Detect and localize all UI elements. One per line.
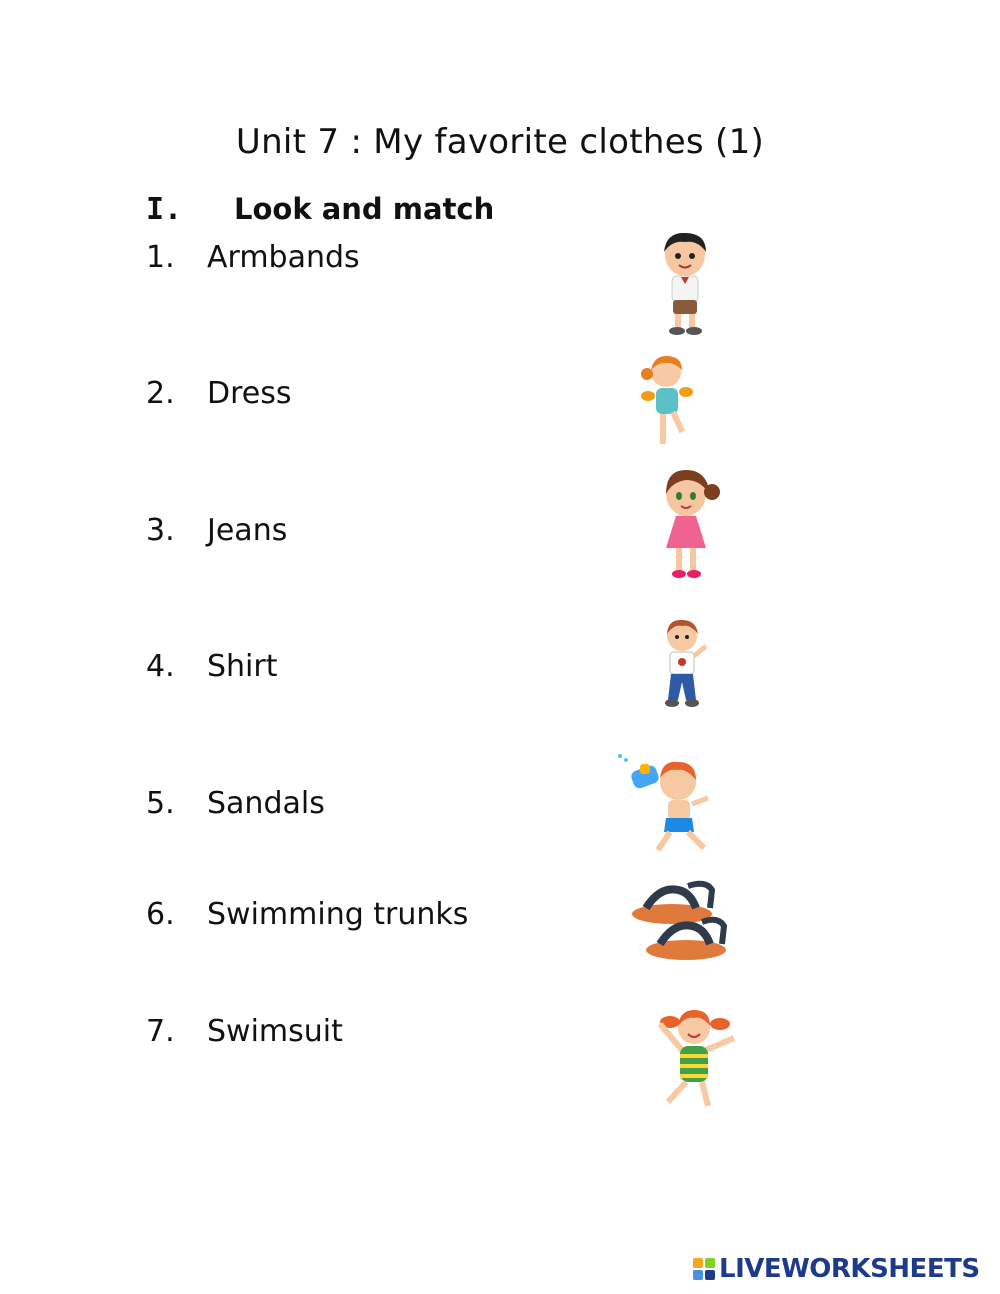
girl-with-armbands-picture[interactable]: [636, 352, 702, 450]
item-label: Swimsuit: [207, 1014, 343, 1049]
list-item: [146, 1014, 343, 1049]
list-item: [146, 513, 287, 548]
boy-in-swimming-trunks-picture[interactable]: [614, 752, 714, 858]
item-number: 3.: [146, 513, 175, 548]
girl-in-pink-dress-picture[interactable]: [654, 466, 720, 582]
item-label: Shirt: [207, 649, 278, 684]
item-number: 5.: [146, 786, 175, 821]
item-number: 2.: [146, 376, 175, 411]
girl-in-swimsuit-picture[interactable]: [648, 998, 746, 1110]
item-label: Swimming trunks: [207, 897, 469, 932]
list-item: [146, 376, 292, 411]
list-item: [146, 649, 278, 684]
list-item: [146, 240, 360, 275]
item-number: 7.: [146, 1014, 175, 1049]
item-number: 6.: [146, 897, 175, 932]
logo-icon: [693, 1258, 715, 1280]
worksheet-title: Unit 7 : My favorite clothes (1): [235, 122, 765, 162]
item-label: Sandals: [207, 786, 325, 821]
list-item: [146, 897, 468, 932]
boy-in-jeans-picture[interactable]: [652, 616, 712, 710]
logo-text: LIVEWORKSHEETS: [719, 1254, 980, 1284]
item-label: Jeans: [207, 513, 288, 548]
section-number: I.: [146, 192, 183, 227]
boy-in-shirt-and-shorts-picture[interactable]: [650, 228, 720, 338]
item-label: Armbands: [207, 240, 360, 275]
list-item: [146, 786, 325, 821]
sandals-picture[interactable]: [630, 878, 728, 966]
item-number: 4.: [146, 649, 175, 684]
item-label: Dress: [207, 376, 292, 411]
liveworksheets-logo: [693, 1253, 980, 1285]
item-number: 1.: [146, 240, 175, 275]
section-title: Look and match: [234, 192, 495, 226]
